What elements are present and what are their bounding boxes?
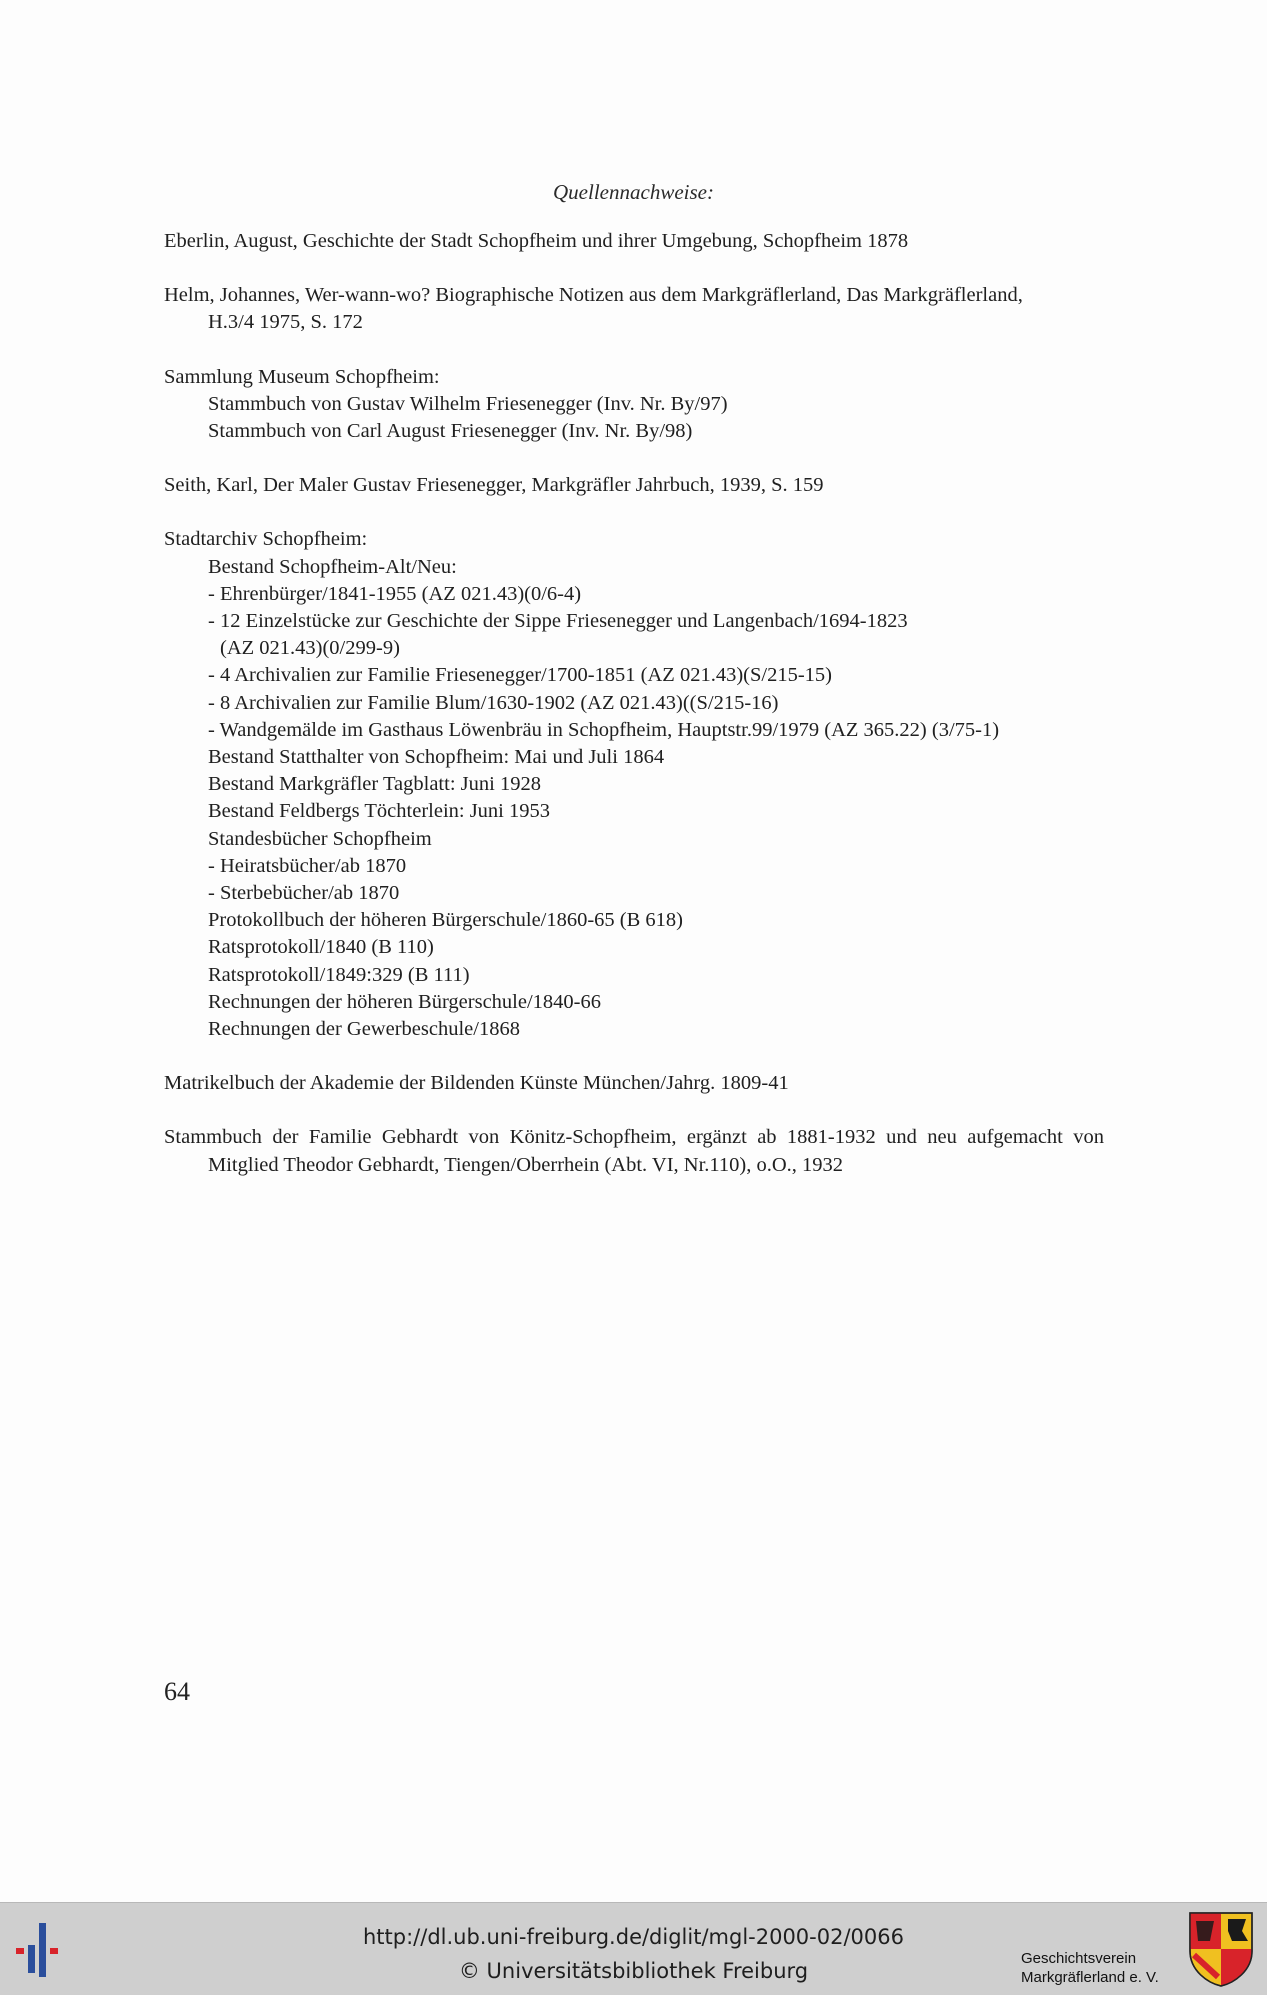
archive-item: Ratsprotokoll/1849:329 (B 111): [208, 963, 470, 986]
reference-subitem: Stammbuch von Gustav Wilhelm Friesenegger (Inv. Nr. By/97): [208, 392, 728, 415]
archive-item: - Sterbebücher/ab 1870: [208, 882, 400, 905]
archive-item: - 4 Archivalien zur Familie Friesenegger/1700-1851 (AZ 021.43)(S/215-15): [208, 664, 832, 687]
archive-item: - 12 Einzelstücke zur Geschichte der Sippe Friesenegger und Langenbach/1694-1823: [208, 610, 908, 633]
coat-of-arms-icon[interactable]: [1188, 1911, 1254, 1987]
reference-continuation: Mitglied Theodor Gebhardt, Tiengen/Oberrhein (Abt. VI, Nr.110), o.O., 1932: [208, 1153, 844, 1176]
reference-line: Helm, Johannes, Wer-wann-wo? Biographische Notizen aus dem Markgräflerland, Das Markgräflerland,: [164, 284, 1023, 307]
archive-item: - Wandgemälde im Gasthaus Löwenbräu in Schopfheim, Hauptstr.99/1979 (AZ 365.22) (3/75-1): [208, 718, 1000, 741]
reference-entry: [164, 472, 1124, 499]
archive-item: Ratsprotokoll/1840 (B 110): [208, 936, 434, 959]
archive-item: Rechnungen der Gewerbeschule/1868: [208, 1018, 520, 1041]
reference-subitem: Stammbuch von Carl August Friesenegger (Inv. Nr. By/98): [208, 420, 693, 443]
archive-item: - Ehrenbürger/1841-1955 (AZ 021.43)(0/6-4): [208, 582, 582, 605]
reference-line: Stadtarchiv Schopfheim:: [164, 528, 368, 551]
society-name: [1021, 1949, 1159, 1987]
permalink-url[interactable]: http://dl.ub.uni-freiburg.de/diglit/mgl-2000-02/0066: [362, 1925, 904, 1949]
archive-item: Protokollbuch der höheren Bürgerschule/1860-65 (B 618): [208, 909, 684, 932]
reference-line: Sammlung Museum Schopfheim:: [164, 365, 440, 388]
reference-entry: [164, 1070, 1124, 1097]
reference-entry: [164, 1124, 1124, 1178]
archive-item: - Heiratsbücher/ab 1870: [208, 854, 407, 877]
archive-item: Bestand Schopfheim-Alt/Neu:: [208, 555, 457, 578]
reference-entry: [164, 228, 1124, 255]
reference-entry: [164, 526, 1124, 1043]
reference-line: Seith, Karl, Der Maler Gustav Friesenegger, Markgräfler Jahrbuch, 1939, S. 159: [164, 474, 824, 497]
copyright-notice: © Universitätsbibliothek Freiburg: [458, 1959, 809, 1983]
archive-item: - 8 Archivalien zur Familie Blum/1630-1902 (AZ 021.43)((S/215-16): [208, 691, 779, 714]
archive-item: Standesbücher Schopfheim: [208, 827, 432, 850]
archive-item: Rechnungen der höheren Bürgerschule/1840-66: [208, 990, 601, 1013]
archive-item: Bestand Feldbergs Töchterlein: Juni 1953: [208, 800, 551, 823]
reference-line: Matrikelbuch der Akademie der Bildenden Künste München/Jahrg. 1809-41: [164, 1072, 789, 1095]
society-name-line: Geschichtsverein: [1021, 1950, 1137, 1967]
reference-entry: [164, 364, 1124, 446]
archive-item: (AZ 021.43)(0/299-9): [220, 637, 400, 660]
section-heading: Quellennachweise:: [553, 180, 714, 204]
page-number: 64: [164, 1677, 190, 1706]
footer-bar: [0, 1902, 1267, 1995]
reference-entry: [164, 282, 1124, 336]
archive-item: Bestand Markgräfler Tagblatt: Juni 1928: [208, 773, 541, 796]
reference-continuation: H.3/4 1975, S. 172: [208, 311, 363, 334]
reference-line: Stammbuch der Familie Gebhardt von Könitz-Schopfheim, ergänzt ab 1881-1932 und neu aufgemacht von: [164, 1126, 1104, 1149]
reference-line: Eberlin, August, Geschichte der Stadt Schopfheim und ihrer Umgebung, Schopfheim 1878: [164, 230, 909, 252]
references-list: [164, 228, 1124, 1206]
society-name-line: Markgräflerland e. V.: [1021, 1969, 1159, 1986]
archive-item: Bestand Statthalter von Schopfheim: Mai und Juli 1864: [208, 746, 665, 769]
